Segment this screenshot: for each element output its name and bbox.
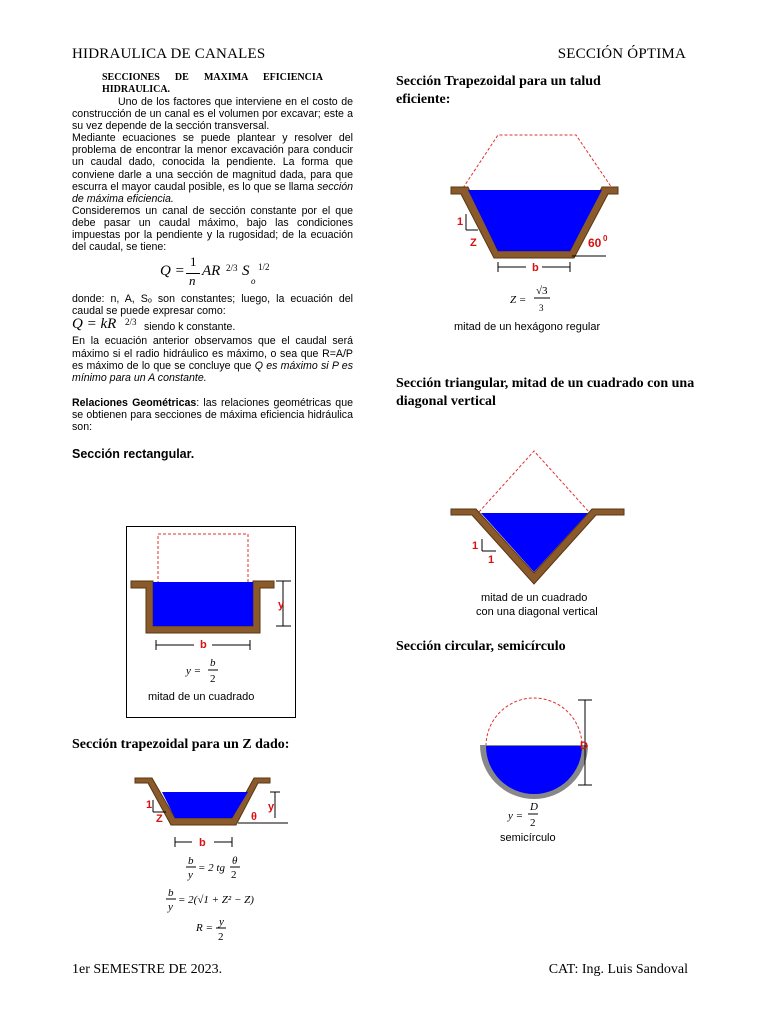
trapezoid-z-figure	[130, 770, 300, 950]
paragraph-6: Relaciones Geométricas: las relaciones geométricas que se obtienen para secciones de máxima eficiencia hidráulica son:	[72, 396, 353, 433]
equation-caudal: Q = 1 n AR 2/3 S o 1/2	[160, 254, 270, 289]
triangular-heading: Sección triangular, mitad de un cuadrado con una diagonal vertical	[396, 376, 695, 409]
svg-text:y: y	[219, 916, 224, 928]
svg-text:D: D	[530, 801, 538, 813]
paragraph-3: Consideremos un canal de sección constante por el que debe pasar un caudal máximo, bajo las condiciones impuestas por la pendiente y la rugosidad; de la ecuación del caudal, se tiene:	[72, 204, 353, 254]
svg-text:1: 1	[457, 216, 464, 228]
circular-figure	[470, 690, 610, 850]
svg-text:0: 0	[603, 234, 608, 243]
tri-caption-2: con una diagonal vertical	[476, 606, 598, 618]
svg-text:3: 3	[539, 303, 544, 313]
svg-text:θ: θ	[232, 855, 238, 867]
left-column	[72, 72, 353, 460]
svg-text:D: D	[580, 740, 588, 752]
svg-text:2: 2	[231, 869, 237, 881]
header-left: HIDRAULICA DE CANALES	[72, 46, 266, 62]
svg-text:2: 2	[210, 673, 216, 685]
svg-text:b: b	[199, 837, 206, 849]
header-right: SECCIÓN ÓPTIMA	[557, 46, 686, 62]
paragraph-4: donde: n, A, Sₒ son constantes; luego, la ecuación del caudal se puede expresar como:	[72, 293, 353, 318]
paragraph-2: Mediante ecuaciones se puede plantear y resolver del problema de encontrar la menor excavación para conducir un caudal dado, conocida la pendiente. La forma que conviene darle a una sección de magnitud dada, para que escurra el mayor caudal posible, es lo que se llama sección de máxima eficiencia.	[72, 132, 353, 205]
trap-efficient-heading: Sección Trapezoidal para un talud eficiente:	[396, 74, 601, 107]
trap-caption: mitad de un hexágono regular	[454, 321, 601, 333]
svg-text:= 2(√1 + Z² − Z): = 2(√1 + Z² − Z)	[178, 894, 254, 906]
svg-text:60: 60	[588, 236, 602, 250]
svg-text:Z =: Z =	[510, 294, 527, 306]
svg-text:y: y	[168, 901, 173, 913]
square-outline	[479, 451, 589, 512]
hexagon-outline	[463, 135, 612, 188]
trapz-heading: Sección trapezoidal para un Z dado:	[72, 737, 290, 752]
svg-text:Z: Z	[156, 813, 163, 825]
rectangular-section-figure	[126, 526, 296, 718]
svg-text:y =: y =	[508, 810, 524, 822]
footer-left: 1er SEMESTRE DE 2023.	[72, 962, 223, 977]
y-label: y	[278, 599, 285, 611]
paragraph-1: Uno de los factores que interviene en el costo de construcción de un canal es el volumen por excavar; este a su vez depende de la sección transversal.	[72, 96, 353, 133]
svg-text:2: 2	[530, 817, 536, 829]
svg-text:2: 2	[218, 931, 224, 943]
trapezoid-efficient-figure	[446, 130, 636, 340]
svg-text:Z: Z	[470, 237, 477, 249]
svg-text:b: b	[168, 887, 174, 899]
svg-text:y: y	[268, 801, 275, 813]
circular-heading: Sección circular, semicírculo	[396, 639, 566, 654]
triangular-figure	[446, 445, 636, 625]
rectangular-heading: Sección rectangular.	[72, 447, 195, 462]
svg-text:1: 1	[488, 554, 495, 566]
paragraph-5: En la ecuación anterior observamos que el caudal será máximo si el radio hidráulico es máximo, o sea que R=A/P es máximo de lo que se concluye que Q es máximo si P es mínimo para un A constante.	[72, 335, 353, 384]
svg-text:√3: √3	[536, 285, 548, 297]
eq-rect-lhs: y =	[186, 665, 202, 677]
svg-text:R =: R =	[196, 922, 213, 934]
svg-text:b: b	[188, 855, 194, 867]
svg-text:b: b	[210, 657, 216, 669]
svg-text:1: 1	[472, 540, 479, 552]
circ-caption: semicírculo	[500, 832, 556, 844]
water-area	[153, 582, 253, 626]
svg-text:= 2 tg: = 2 tg	[198, 862, 225, 874]
tri-caption-1: mitad de un cuadrado	[481, 592, 588, 604]
section-title: SECCIONES DE MAXIMA EFICIENCIA HIDRAULICA.	[102, 72, 323, 95]
svg-text:θ: θ	[251, 811, 257, 823]
svg-text:y: y	[188, 869, 193, 881]
rect-caption: mitad de un cuadrado	[148, 691, 255, 703]
footer-right: CAT: Ing. Luis Sandoval	[548, 962, 688, 977]
equation-k: Q = kR 2/3 siendo k constante.	[72, 316, 236, 334]
circle-outline	[486, 698, 582, 746]
b-label: b	[200, 639, 207, 651]
svg-text:b: b	[532, 262, 539, 274]
svg-text:1: 1	[146, 799, 153, 811]
